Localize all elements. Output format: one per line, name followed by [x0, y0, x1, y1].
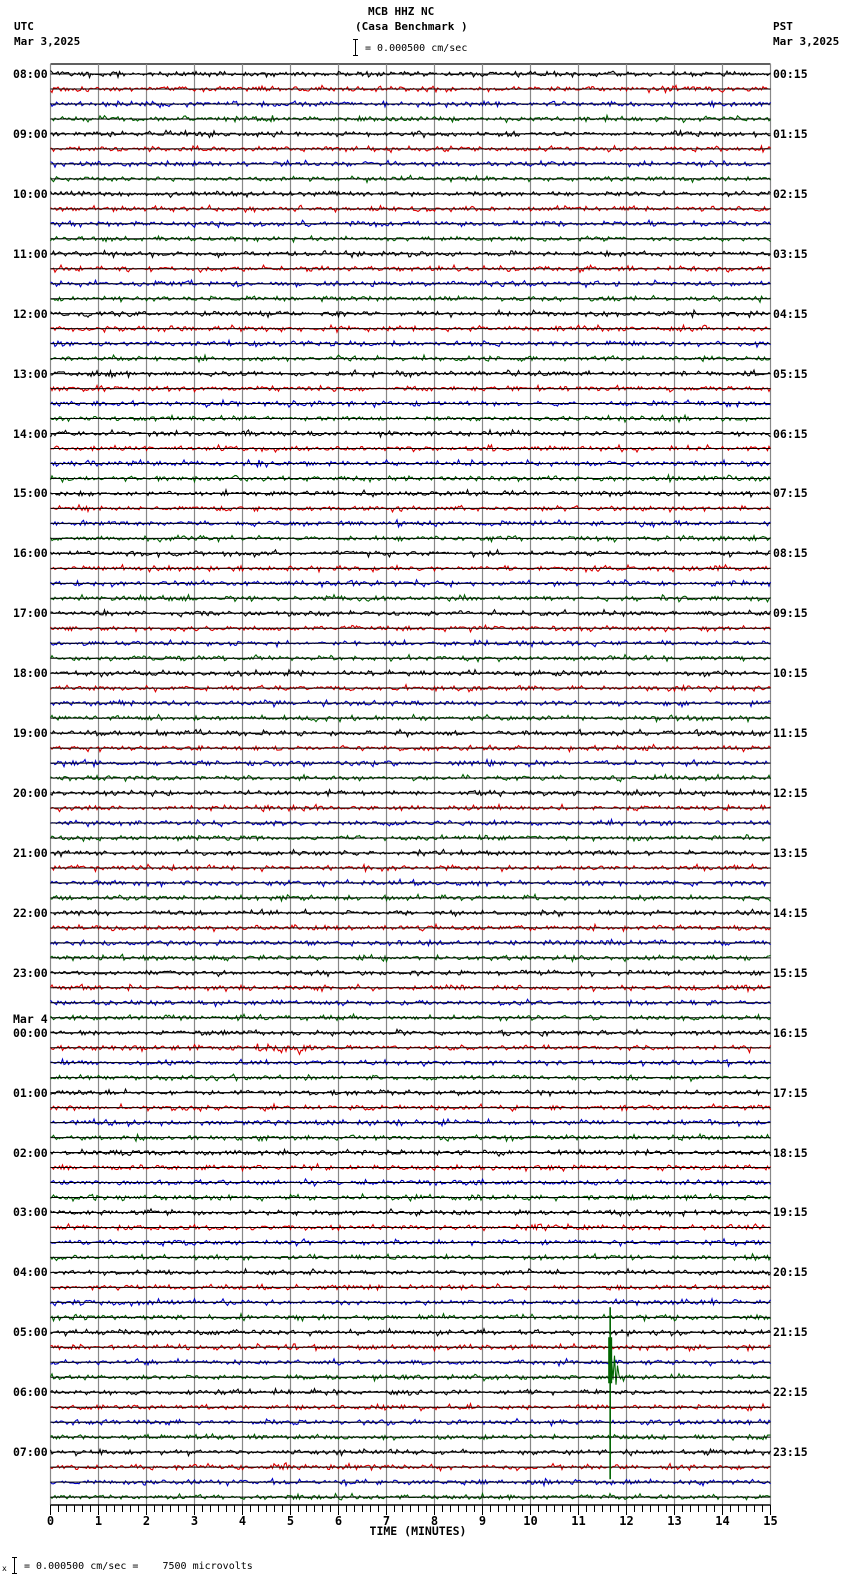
x-axis-tick-label: 13 [667, 1514, 682, 1528]
utc-hour-label: 19:00 [13, 726, 48, 741]
event-spike-body [608, 1337, 612, 1383]
utc-hour-label: 21:00 [13, 845, 48, 860]
pst-hour-label: 22:15 [773, 1385, 808, 1400]
pst-hour-label: 11:15 [773, 726, 808, 741]
utc-hour-label: 09:00 [13, 126, 48, 141]
pst-hour-label: 04:15 [773, 306, 808, 321]
utc-hour-label: 17:00 [13, 606, 48, 621]
seismic-trace [51, 1044, 771, 1055]
utc-hour-label: 04:00 [13, 1265, 48, 1280]
x-axis-tick-label: 8 [430, 1514, 439, 1528]
x-axis-tick-label: 4 [238, 1514, 247, 1528]
x-axis-tick-label: 15 [763, 1514, 778, 1528]
date-change-label: Mar 4 [13, 1011, 48, 1026]
x-axis-tick-label: 3 [190, 1514, 199, 1528]
utc-hour-label: 13:00 [13, 366, 48, 381]
pst-hour-label: 23:15 [773, 1445, 808, 1460]
x-axis-tick-label: 7 [382, 1514, 391, 1528]
footer-scale-text: = 0.000500 cm/sec = 7500 microvolts [24, 1561, 253, 1572]
utc-hour-label: 00:00 [13, 1025, 48, 1040]
x-axis-tick-label: 12 [619, 1514, 634, 1528]
x-axis-tick-label: 14 [715, 1514, 730, 1528]
scale-text: = 0.000500 cm/sec [365, 43, 468, 54]
pst-hour-label: 02:15 [773, 186, 808, 201]
utc-hour-label: 01:00 [13, 1085, 48, 1100]
footer-scale-bar-icon [14, 1557, 15, 1574]
x-axis-tick-label: 6 [334, 1514, 343, 1528]
pst-hour-label: 09:15 [773, 606, 808, 621]
pst-hour-label: 10:15 [773, 666, 808, 681]
utc-hour-label: 12:00 [13, 306, 48, 321]
left-date: Mar 3,2025 [14, 35, 81, 48]
pst-hour-label: 01:15 [773, 126, 808, 141]
utc-hour-label: 23:00 [13, 965, 48, 980]
pst-hour-label: 18:15 [773, 1145, 808, 1160]
utc-hour-label: 03:00 [13, 1205, 48, 1220]
pst-hour-label: 12:15 [773, 786, 808, 801]
x-axis-tick-label: 0 [46, 1514, 55, 1528]
utc-hour-label: 06:00 [13, 1385, 48, 1400]
right-timezone: PST [773, 20, 793, 33]
utc-hour-label: 11:00 [13, 246, 48, 261]
x-axis-tick-label: 10 [523, 1514, 538, 1528]
footer-glyph: x [2, 1564, 7, 1573]
utc-hour-label: 05:00 [13, 1325, 48, 1340]
utc-hour-label: 20:00 [13, 786, 48, 801]
utc-hour-label: 08:00 [13, 67, 48, 81]
scale-bar-icon [355, 39, 356, 56]
pst-hour-label: 15:15 [773, 965, 808, 980]
pst-hour-label: 00:15 [773, 67, 808, 81]
utc-hour-label: 10:00 [13, 186, 48, 201]
pst-hour-label: 20:15 [773, 1265, 808, 1280]
utc-hour-label: 18:00 [13, 666, 48, 681]
utc-hour-label: 02:00 [13, 1145, 48, 1160]
x-axis-tick-label: 5 [286, 1514, 295, 1528]
x-axis-tick-label: 2 [142, 1514, 151, 1528]
utc-hour-label: 14:00 [13, 426, 48, 441]
pst-hour-label: 19:15 [773, 1205, 808, 1220]
utc-hour-label: 07:00 [13, 1445, 48, 1460]
pst-hour-label: 08:15 [773, 546, 808, 561]
pst-hour-label: 03:15 [773, 246, 808, 261]
utc-hour-label: 22:00 [13, 905, 48, 920]
right-date: Mar 3,2025 [773, 35, 840, 48]
station-title: MCB HHZ NC [368, 5, 435, 18]
pst-hour-label: 06:15 [773, 426, 808, 441]
pst-hour-label: 17:15 [773, 1085, 808, 1100]
utc-hour-label: 16:00 [13, 546, 48, 561]
pst-hour-label: 14:15 [773, 905, 808, 920]
site-name: (Casa Benchmark ) [355, 20, 468, 33]
seismic-trace [51, 1356, 771, 1385]
pst-hour-label: 21:15 [773, 1325, 808, 1340]
pst-hour-label: 13:15 [773, 845, 808, 860]
pst-hour-label: 16:15 [773, 1025, 808, 1040]
x-axis-tick-label: 1 [94, 1514, 103, 1528]
pst-hour-label: 05:15 [773, 366, 808, 381]
pst-hour-label: 07:15 [773, 486, 808, 501]
utc-hour-label: 15:00 [13, 486, 48, 501]
x-axis-tick-label: 9 [478, 1514, 487, 1528]
x-axis-title: TIME (MINUTES) [369, 1524, 467, 1538]
x-axis-tick-label: 11 [571, 1514, 586, 1528]
left-timezone: UTC [14, 20, 34, 33]
